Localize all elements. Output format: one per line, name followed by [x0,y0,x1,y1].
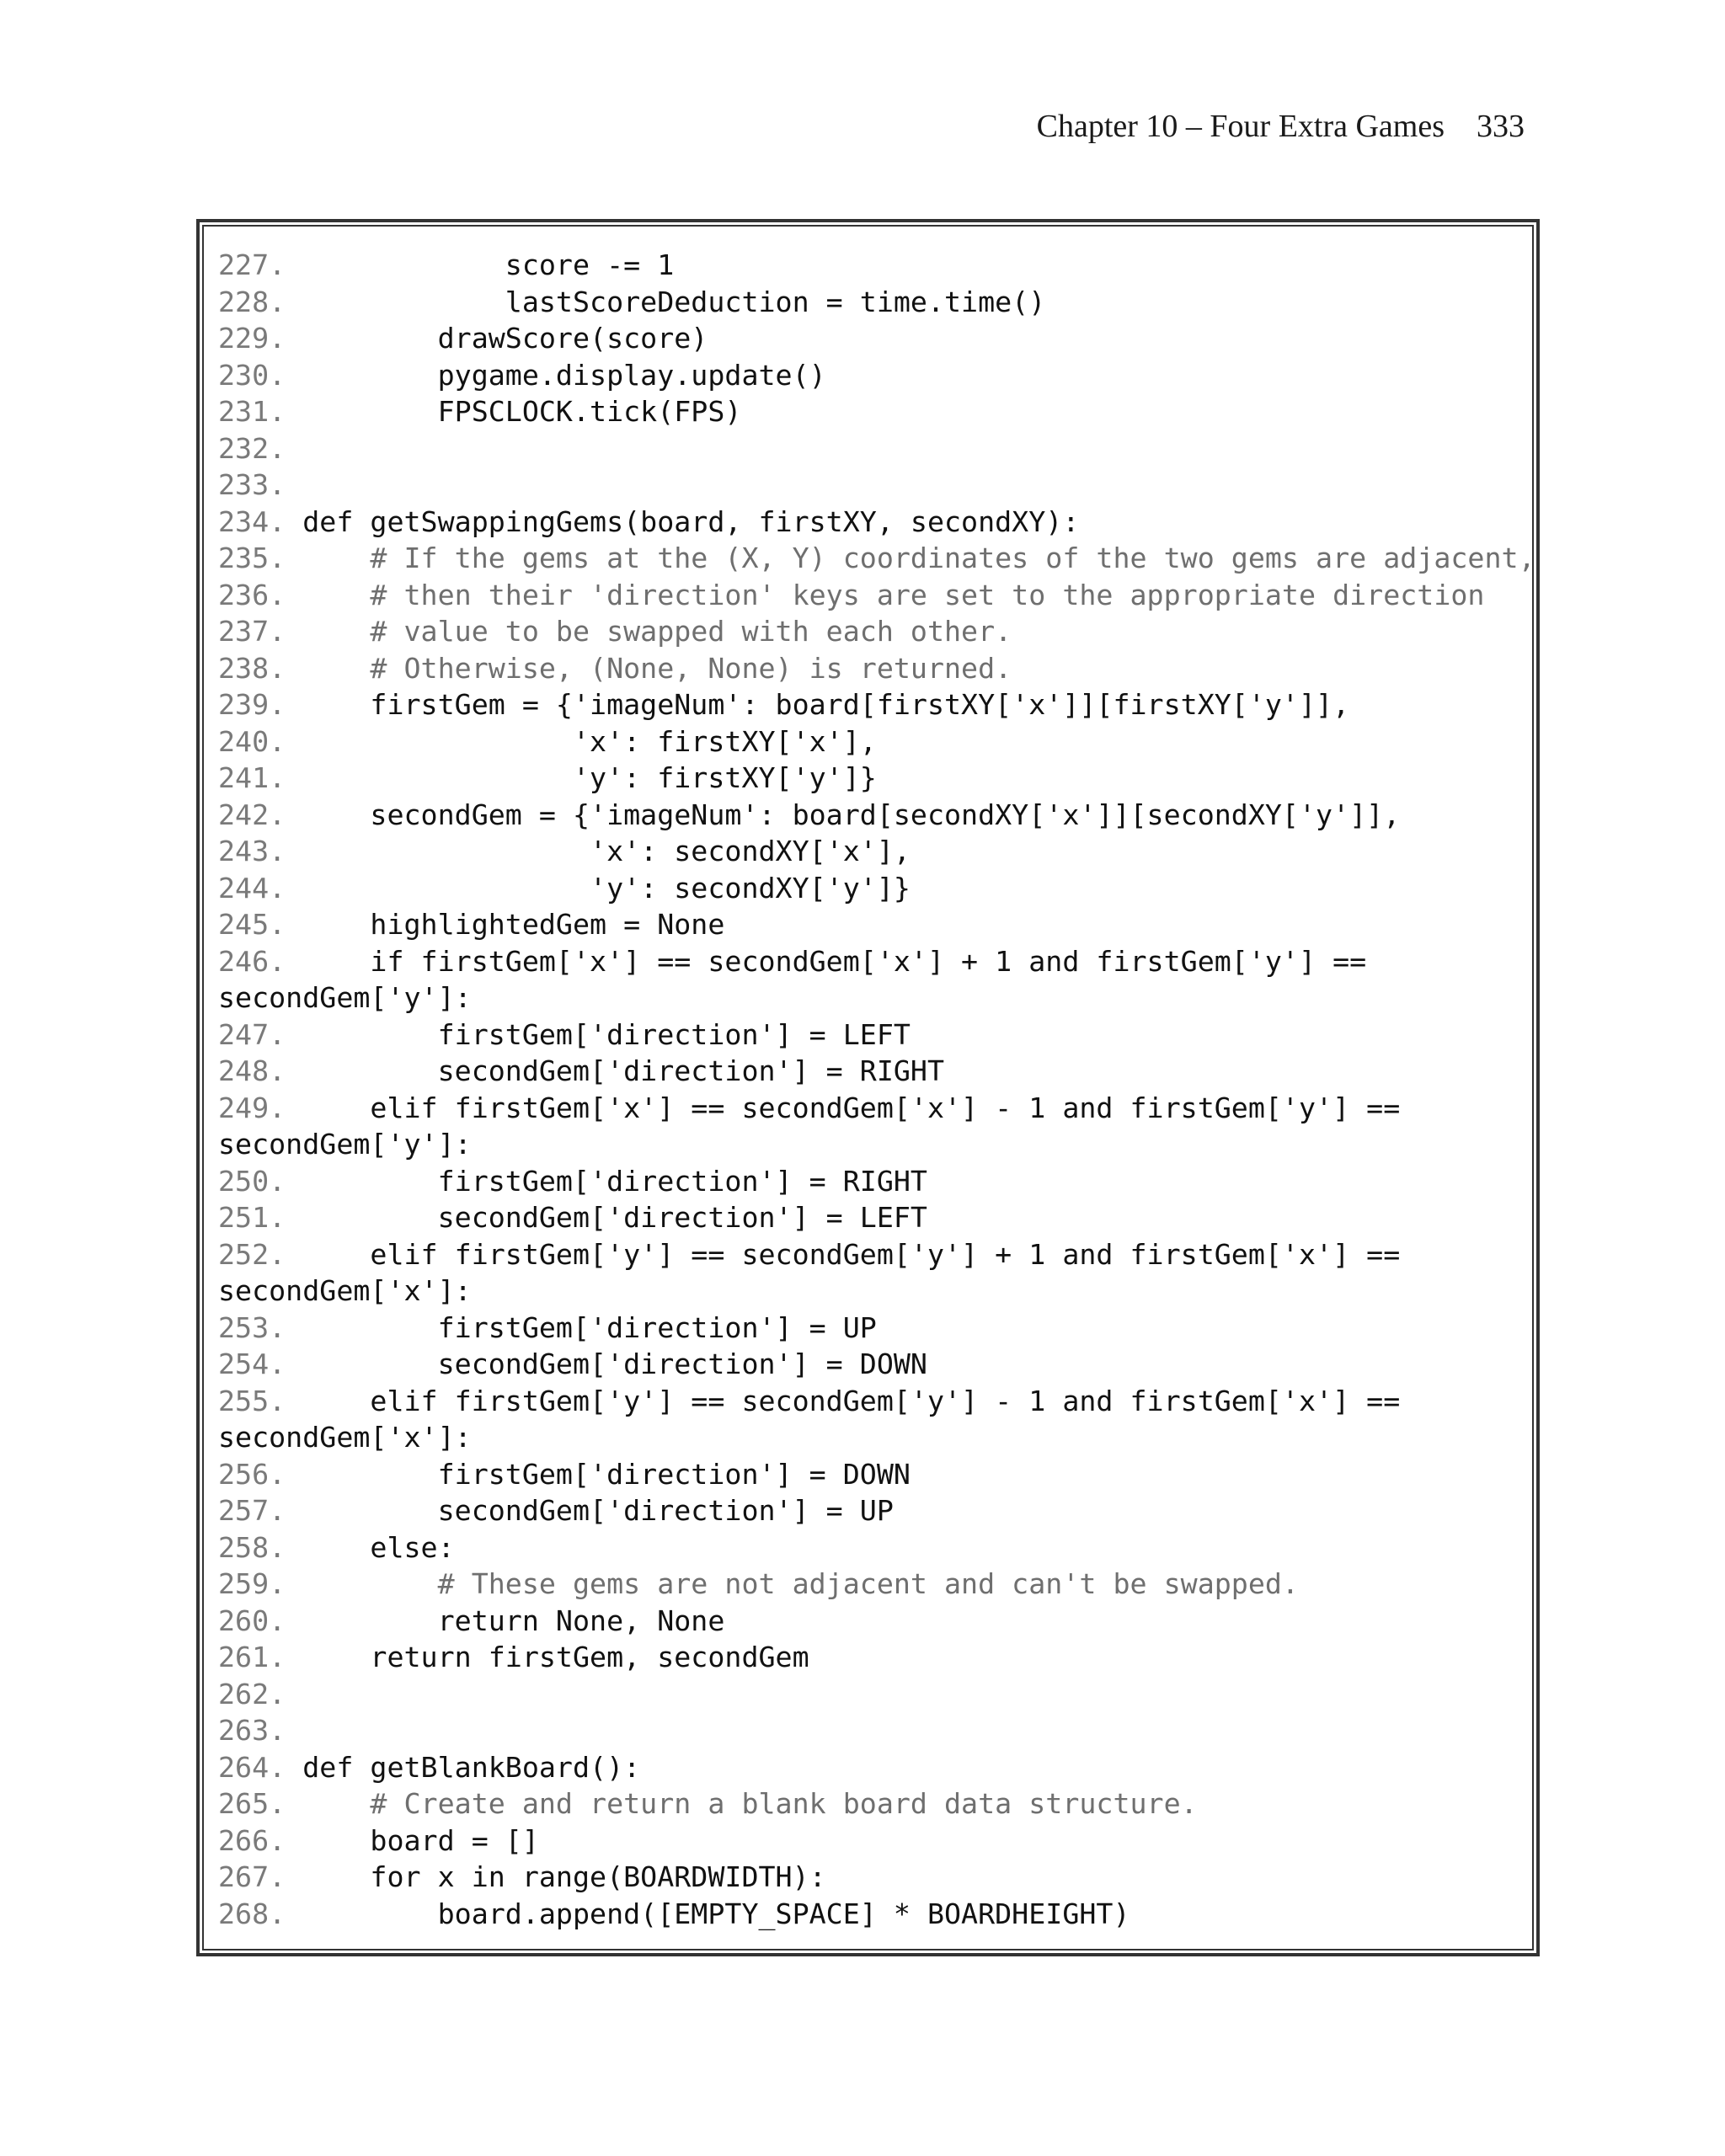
code-line [218,504,1535,541]
code-text: pygame.display.update() [302,358,826,392]
code-line [218,247,1535,284]
code-line [218,1346,1535,1383]
line-number: 258. [218,1530,286,1564]
code-text: 'x': firstXY['x'], [302,724,877,758]
code-comment: # Create and return a blank board data structure. [302,1787,1198,1820]
line-number: 264. [218,1750,286,1784]
code-text: firstGem['direction'] = UP [302,1310,877,1344]
code-text: secondGem['direction'] = DOWN [302,1348,927,1380]
code-text: secondGem['x']: [218,1274,472,1307]
line-number: 237. [218,615,286,648]
line-number: 254. [218,1348,286,1380]
line-number: 268. [218,1897,286,1930]
code-text: firstGem['direction'] = LEFT [302,1017,911,1051]
code-text: elif firstGem['y'] == secondGem['y'] + 1 and firstGem['x'] == [302,1237,1401,1271]
code-line [218,1639,1535,1676]
line-number: 233. [218,468,286,501]
line-number: 252. [218,1237,286,1271]
line-number: 228. [218,285,286,318]
code-line [218,906,1535,943]
code-line [218,320,1535,357]
code-line [218,1310,1535,1347]
code-comment: # then their 'direction' keys are set to the appropriate direction [302,578,1485,611]
line-number: 227. [218,248,286,281]
code-text: firstGem['direction'] = DOWN [302,1457,911,1491]
code-text: secondGem['direction'] = LEFT [302,1201,927,1234]
line-number: 266. [218,1823,286,1857]
line-number: 244. [218,871,286,905]
line-number: 230. [218,358,286,392]
code-line [218,686,1535,723]
code-line [218,1419,1535,1456]
code-text: drawScore(score) [302,322,708,355]
code-listing [218,247,1535,1932]
code-text: 'y': firstXY['y']} [302,761,877,794]
line-number: 253. [218,1310,286,1344]
line-number: 247. [218,1017,286,1051]
chapter-title: Chapter 10 – Four Extra Games [1036,109,1445,144]
code-text: board.append([EMPTY_SPACE] * BOARDHEIGHT) [302,1897,1130,1930]
code-line [218,1712,1535,1749]
code-text: firstGem = {'imageNum': board[firstXY['x']][firstXY['y']], [302,688,1350,721]
line-number: 246. [218,944,286,978]
code-line [218,870,1535,907]
page-header [1037,108,1525,145]
page-number: 333 [1477,109,1525,144]
line-number: 248. [218,1054,286,1087]
code-listing-frame [196,219,1540,1956]
code-text: return None, None [302,1604,725,1637]
line-number: 262. [218,1677,286,1710]
line-number: 251. [218,1201,286,1234]
code-line [218,1859,1535,1896]
code-text: 'x': secondXY['x'], [302,835,911,867]
code-line [218,797,1535,834]
code-text: else: [302,1530,455,1564]
code-line [218,1676,1535,1713]
code-line [218,1273,1535,1310]
line-number: 263. [218,1714,286,1747]
code-text: score -= 1 [302,248,675,281]
code-text: lastScoreDeduction = time.time() [302,285,1046,318]
code-line [218,1017,1535,1054]
code-line [218,1822,1535,1860]
code-comment: # These gems are not adjacent and can't be swapped. [302,1567,1299,1600]
code-line [218,1566,1535,1603]
code-line [218,1492,1535,1529]
line-number: 242. [218,798,286,831]
code-text: 'y': secondXY['y']} [302,871,911,905]
code-line [218,833,1535,870]
code-line [218,1236,1535,1273]
code-text: secondGem['direction'] = UP [302,1494,894,1527]
code-line [218,1163,1535,1200]
code-comment: # If the gems at the (X, Y) coordinates of the two gems are adjacent, [302,542,1535,574]
code-line [218,393,1535,430]
code-line [218,540,1535,577]
code-text: return firstGem, secondGem [302,1641,809,1673]
line-number: 234. [218,504,286,538]
code-line [218,1896,1535,1933]
line-number: 249. [218,1091,286,1124]
code-line [218,284,1535,321]
code-text: secondGem['y']: [218,1128,472,1161]
code-line [218,357,1535,394]
code-line [218,1053,1535,1090]
line-number: 261. [218,1641,286,1673]
line-number: 235. [218,542,286,574]
code-line [218,943,1535,980]
line-number: 241. [218,761,286,794]
code-line [218,577,1535,614]
code-line [218,1126,1535,1163]
code-line [218,467,1535,504]
code-text: secondGem['direction'] = RIGHT [302,1054,944,1087]
line-number: 250. [218,1164,286,1198]
line-number: 236. [218,578,286,611]
code-comment: # Otherwise, (None, None) is returned. [302,651,1012,685]
line-number: 260. [218,1604,286,1637]
code-text: secondGem['y']: [218,981,472,1014]
code-line [218,979,1535,1017]
line-number: 256. [218,1457,286,1491]
line-number: 257. [218,1494,286,1527]
line-number: 232. [218,431,286,465]
line-number: 240. [218,724,286,758]
line-number: 229. [218,322,286,355]
code-line [218,1785,1535,1822]
line-number: 255. [218,1384,286,1417]
line-number: 239. [218,688,286,721]
line-number: 267. [218,1860,286,1893]
code-text: firstGem['direction'] = RIGHT [302,1164,927,1198]
code-line [218,650,1535,687]
code-line [218,1456,1535,1493]
line-number: 238. [218,651,286,685]
code-text: elif firstGem['x'] == secondGem['x'] - 1 and firstGem['y'] == [302,1091,1401,1124]
line-number: 231. [218,395,286,428]
code-text: if firstGem['x'] == secondGem['x'] + 1 and firstGem['y'] == [302,944,1367,978]
code-line [218,1529,1535,1566]
code-line [218,1603,1535,1640]
code-line [218,1090,1535,1127]
code-line [218,613,1535,650]
code-text: secondGem = {'imageNum': board[secondXY['x']][secondXY['y']], [302,798,1401,831]
code-line [218,1749,1535,1786]
code-text: elif firstGem['y'] == secondGem['y'] - 1 and firstGem['x'] == [302,1384,1401,1417]
code-comment: # value to be swapped with each other. [302,615,1012,648]
code-text: for x in range(BOARDWIDTH): [302,1860,826,1893]
line-number: 265. [218,1787,286,1820]
code-text: def getBlankBoard(): [302,1750,641,1784]
line-number: 259. [218,1567,286,1600]
line-number: 245. [218,908,286,941]
line-number: 243. [218,835,286,867]
code-line [218,1199,1535,1236]
code-text: FPSCLOCK.tick(FPS) [302,395,742,428]
code-line [218,723,1535,760]
code-line [218,430,1535,467]
code-text: board = [] [302,1823,539,1857]
code-text: secondGem['x']: [218,1421,472,1454]
code-line [218,1383,1535,1420]
code-text: highlightedGem = None [302,908,725,941]
code-line [218,760,1535,797]
code-text: def getSwappingGems(board, firstXY, secondXY): [302,504,1080,538]
